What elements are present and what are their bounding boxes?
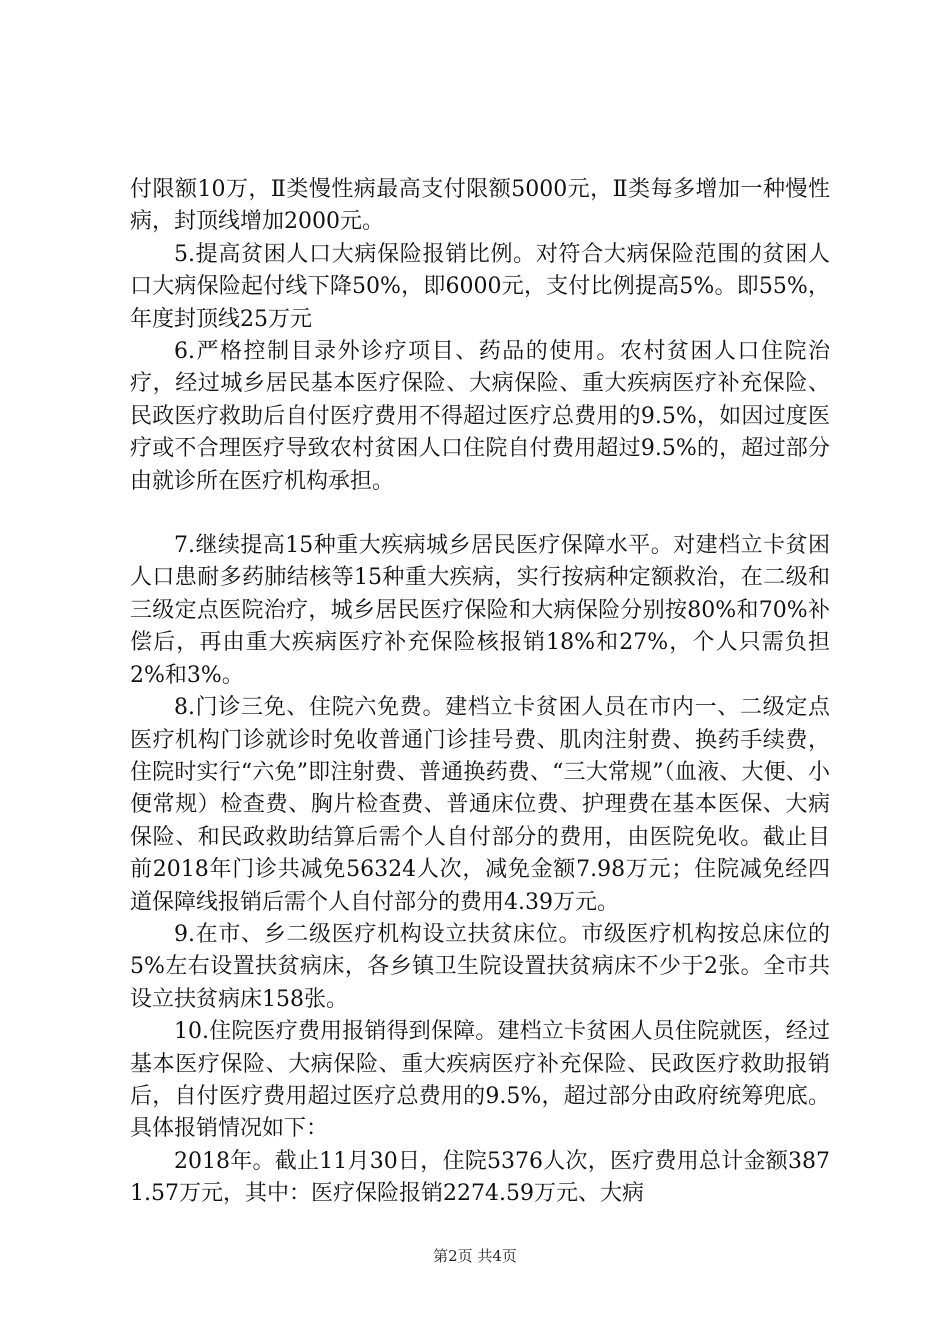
page-number-label: 第2页 共4页 bbox=[433, 1247, 517, 1265]
paragraph-item-6: 6.严格控制目录外诊疗项目、药品的使用。农村贫困人口住院治疗，经过城乡居民基本医疗保险、大病保险、重大疾病医疗补充保险、民政医疗救助后自付医疗费用不得超过医疗总费用的9.5%，如因过度医疗或不合理医疗导致农村贫困人口住院自付费用超过9.5%的，超过部分由就诊所在医疗机构承担。 bbox=[130, 339, 830, 494]
paragraph-spacer bbox=[130, 498, 830, 530]
paragraph-continued: 付限额10万，Ⅱ类慢性病最高支付限额5000元，Ⅱ类每多增加一种慢性病，封顶线增加2000元。 bbox=[130, 177, 830, 235]
paragraph-item-9: 9.在市、乡二级医疗机构设立扶贫床位。市级医疗机构按总床位的5%左右设置扶贫病床，各乡镇卫生院设置扶贫病床不少于2张。全市共设立扶贫病床158张。 bbox=[130, 921, 830, 1012]
paragraph-item-8: 8.门诊三免、住院六免费。建档立卡贫困人员在市内一、二级定点医疗机构门诊就诊时免收普通门诊挂号费、肌肉注射费、换药手续费，住院时实行“六免”即注射费、普通换药费、“三大常规”（血液、大便、小便常规）检查费、胸片检查费、普通床位费、护理费在基本医保、大病保险、和民政救助结算后需个人自付部分的费用，由医院免收。截止目前2018年门诊共减免56324人次，减免金额7.98万元；住院减免经四道保障线报销后需个人自付部分的费用4.39万元。 bbox=[130, 695, 830, 915]
document-body bbox=[130, 174, 830, 1211]
page-footer bbox=[0, 1245, 950, 1266]
paragraph-item-10: 10.住院医疗费用报销得到保障。建档立卡贫困人员住院就医，经过基本医疗保险、大病保险、重大疾病医疗补充保险、民政医疗救助报销后，自付医疗费用超过医疗总费用的9.5%，超过部分由政府统筹兜底。具体报销情况如下： bbox=[130, 1019, 830, 1142]
paragraph-2018-summary: 2018年。截止11月30日，住院5376人次，医疗费用总计金额3871.57万元，其中：医疗保险报销2274.59万元、大病 bbox=[130, 1148, 830, 1207]
paragraph-item-7: 7.继续提高15种重大疾病城乡居民医疗保障水平。对建档立卡贫困人口患耐多药肺结核等15种重大疾病，实行按病种定额救治，在二级和三级定点医院治疗，城乡居民医疗保险和大病保险分别按80%和70%补偿后，再由重大疾病医疗补充保险核报销18%和27%，个人只需负担2%和3%。 bbox=[130, 533, 830, 688]
paragraph-item-5: 5.提高贫困人口大病保险报销比例。对符合大病保险范围的贫困人口大病保险起付线下降50%，即6000元，支付比例提高5%。即55%，年度封顶线25万元 bbox=[130, 241, 830, 332]
